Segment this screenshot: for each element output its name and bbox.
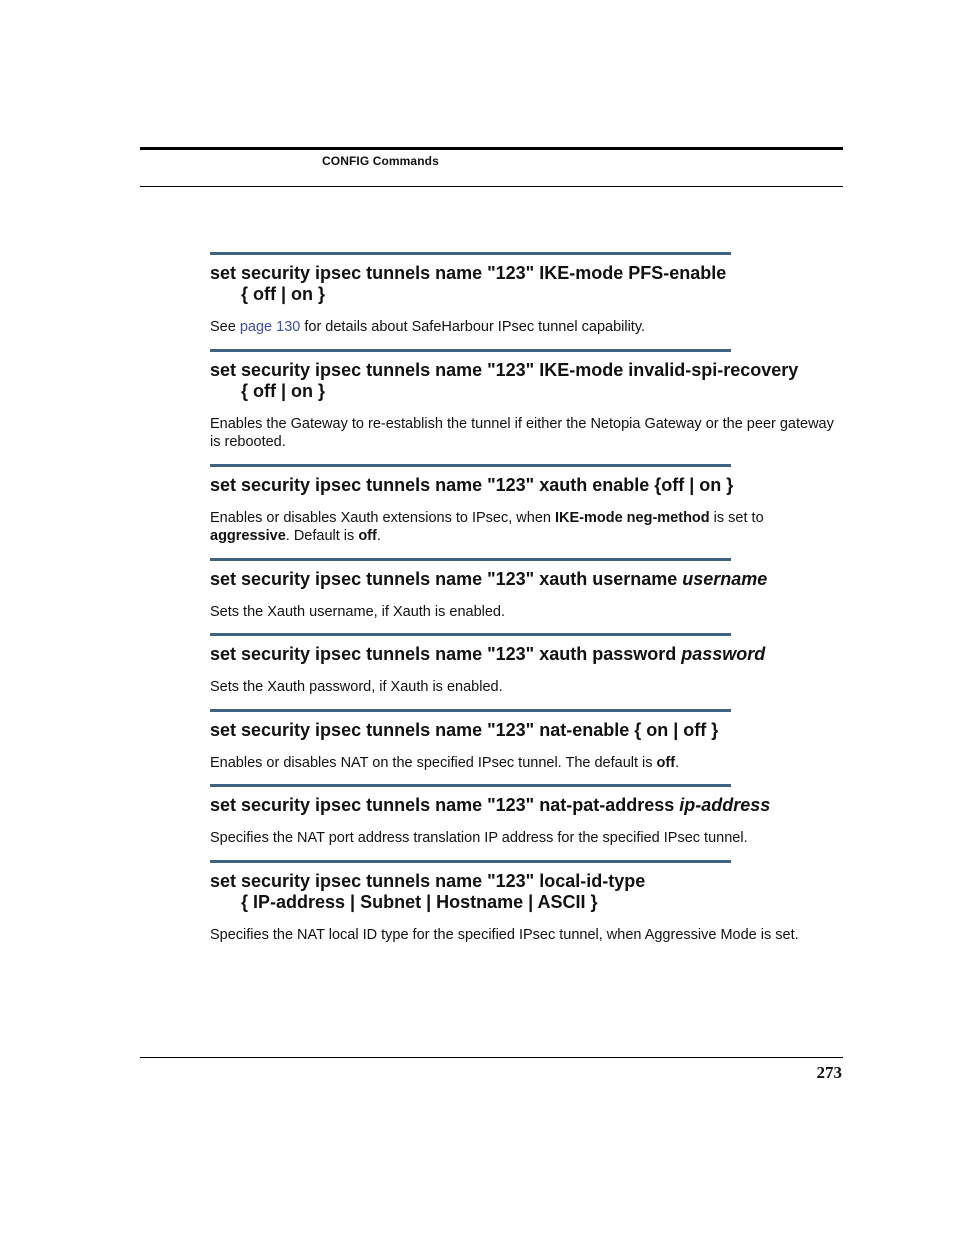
command-heading [210, 644, 840, 665]
heading-line-2: { IP-address | Subnet | Hostname | ASCII } [241, 891, 598, 912]
description-text: Enables or disables Xauth extensions to IPsec, when [210, 509, 555, 526]
command-description: Specifies the NAT port address translation IP address for the specified IPsec tunnel. [210, 830, 748, 846]
command-description: Specifies the NAT local ID type for the specified IPsec tunnel, when Aggressive Mode is set. [210, 926, 799, 943]
section-rule [210, 784, 731, 787]
command-heading [210, 871, 840, 913]
keyword-neg-method: IKE-mode neg-method [554, 509, 710, 526]
command-description [210, 754, 840, 773]
heading-line-2: { off | on } [241, 284, 326, 304]
command-description [210, 509, 840, 546]
command-description [210, 318, 840, 337]
heading-argument: username [682, 568, 768, 589]
description-text: . [376, 528, 381, 544]
section-rule [210, 464, 731, 467]
section-xauth-enable [210, 464, 840, 546]
description-text: See [210, 319, 240, 335]
description-text: for details about SafeHarbour IPsec tunnel capability. [300, 319, 646, 335]
heading-argument: ip-address [679, 795, 771, 815]
page-content [210, 252, 840, 956]
heading-text: set security ipsec tunnels name "123" xauth username [210, 568, 683, 589]
section-rule [210, 633, 731, 636]
section-rule [210, 709, 731, 712]
description-text: . Default is [285, 528, 359, 544]
command-heading: set security ipsec tunnels name "123" xauth enable {off | on } [210, 474, 734, 495]
section-xauth-username [210, 558, 840, 622]
section-rule [210, 252, 731, 255]
heading-line-1: set security ipsec tunnels name "123" IKE-mode invalid-spi-recovery [210, 359, 799, 380]
section-rule [210, 349, 731, 352]
command-description: Enables the Gateway to re-establish the tunnel if either the Netopia Gateway or the peer gateway is rebooted. [210, 415, 834, 450]
running-header: CONFIG Commands [322, 154, 439, 168]
heading-line-2: { off | on } [241, 380, 326, 401]
keyword-off: off [656, 754, 676, 771]
heading-line-1: set security ipsec tunnels name "123" local-id-type [210, 870, 646, 891]
header-bottom-rule [140, 186, 843, 187]
description-text: Enables or disables NAT on the specified IPsec tunnel. The default is [210, 754, 657, 771]
section-nat-pat-address [210, 784, 840, 848]
section-rule [210, 860, 731, 863]
header-top-rule [140, 147, 843, 150]
heading-text: set security ipsec tunnels name "123" nat-pat-address [210, 795, 680, 815]
heading-line-1: set security ipsec tunnels name "123" IKE-mode PFS-enable [210, 263, 727, 283]
description-text: is set to [709, 509, 764, 526]
heading-text: set security ipsec tunnels name "123" xauth password [210, 644, 682, 664]
section-rule [210, 558, 731, 561]
section-pfs-enable [210, 252, 840, 337]
command-heading [210, 569, 840, 590]
command-description: Sets the Xauth username, if Xauth is enabled. [210, 603, 506, 620]
page-link[interactable]: page 130 [239, 319, 301, 335]
command-heading: set security ipsec tunnels name "123" nat-enable { on | off } [210, 719, 719, 740]
section-invalid-spi-recovery [210, 349, 840, 452]
section-nat-enable [210, 709, 840, 773]
section-xauth-password [210, 633, 840, 697]
command-heading [210, 263, 840, 305]
heading-argument: password [681, 644, 766, 664]
footer-rule [140, 1057, 843, 1058]
description-text: . [675, 754, 680, 771]
keyword-off: off [358, 528, 377, 544]
keyword-aggressive: aggressive [210, 528, 286, 544]
command-heading [210, 360, 840, 402]
command-heading [210, 795, 840, 816]
section-local-id-type [210, 860, 840, 945]
page-number: 273 [816, 1063, 842, 1082]
command-description: Sets the Xauth password, if Xauth is enabled. [210, 679, 503, 695]
